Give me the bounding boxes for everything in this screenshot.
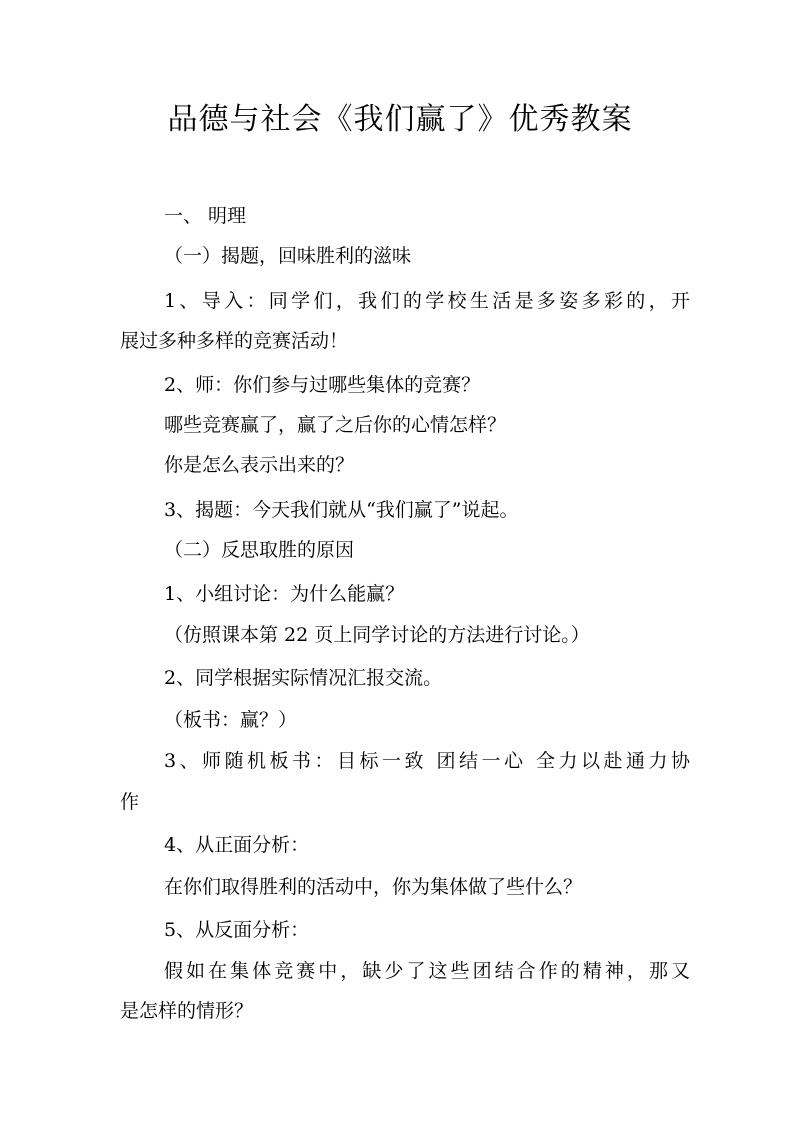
paragraph-line: 是怎样的情形？ [120,1000,254,1022]
paragraph-line: （板书：赢？） [164,709,298,731]
subsection-heading-1: （一）揭题，回味胜利的滋味 [164,245,412,267]
paragraph-line: 你是怎么表示出来的？ [164,454,355,476]
paragraph-line: 4、从正面分析： [164,834,310,856]
paragraph-line: 3、师随机板书：目标一致 团结一心 全力以赴通力协 [164,750,690,772]
paragraph-line: 2、师：你们参与过哪些集体的竞赛？ [164,374,481,396]
paragraph-line: 作 [120,791,140,813]
paragraph-line: 1、导入：同学们，我们的学校生活是多姿多彩的，开 [164,290,690,312]
paragraph-line: 哪些竞赛赢了，赢了之后你的心情怎样？ [164,414,507,436]
paragraph-line: 在你们取得胜利的活动中，你为集体做了些什么？ [164,876,583,898]
section-heading-mingli: 一、 明理 [164,205,247,227]
document-title: 品德与社会《我们赢了》优秀教案 [167,102,633,137]
paragraph-line: 2、同学根据实际情况汇报交流。 [164,667,443,689]
paragraph-line: 1、小组讨论：为什么能赢？ [164,583,405,605]
paragraph-line: 5、从反面分析： [164,919,310,941]
paragraph-line: 3、揭题：今天我们就从“我们赢了”说起。 [164,499,519,521]
subsection-heading-2: （二）反思取胜的原因 [164,539,355,561]
paragraph-line: （仿照课本第 22 页上同学讨论的方法进行讨论。） [164,624,590,646]
paragraph-line: 假如在集体竞赛中，缺少了这些团结合作的精神，那又 [164,960,690,982]
paragraph-line: 展过多种多样的竞赛活动！ [120,330,349,352]
